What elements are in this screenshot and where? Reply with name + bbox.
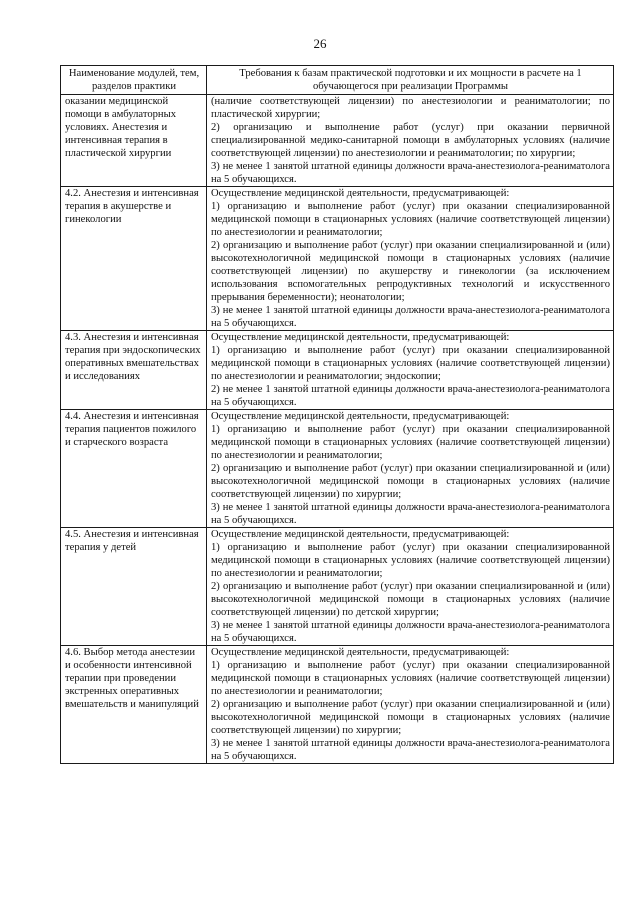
requirement-item: (наличие соответствующей лицензии) по анестезиологии и реаниматологии; по пластической хирургии; xyxy=(211,96,610,120)
requirement-item: 2) организацию и выполнение работ (услуг) при оказании специализированной и (или) высокотехнологичной медицинской помощи в стационарных условиях (наличие соответствующей лицензии) по акушерству и гинекологии (за исключением использования вспомогательных репродуктивных технологий и искусственного прерывания беременности); неонатологии; xyxy=(211,240,610,303)
table-row xyxy=(61,646,614,764)
requirement-item: 2) не менее 1 занятой штатной единицы должности врача-анестезиолога-реаниматолога на 5 обучающихся. xyxy=(211,384,610,408)
requirement-item: 3) не менее 1 занятой штатной единицы должности врача-анестезиолога-реаниматолога на 5 обучающихся. xyxy=(211,738,610,762)
requirements-cell xyxy=(207,331,614,410)
requirements-table xyxy=(60,65,614,764)
table-row xyxy=(61,95,614,187)
requirement-item: 1) организацию и выполнение работ (услуг) при оказании специализированной медицинской помощи в стационарных условиях (наличие соответствующей лицензии) по анестезиологии и реаниматологии; эндоскопии; xyxy=(211,345,610,382)
requirement-item: 3) не менее 1 занятой штатной единицы должности врача-анестезиолога-реаниматолога на 5 обучающихся. xyxy=(211,620,610,644)
table-header-row xyxy=(61,66,614,95)
requirement-item: 2) организацию и выполнение работ (услуг) при оказании специализированной и (или) высокотехнологичной медицинской помощи в стационарных условиях (наличие соответствующей лицензии) по хирургии; xyxy=(211,699,610,736)
requirement-item: 1) организацию и выполнение работ (услуг) при оказании специализированной медицинской помощи в стационарных условиях (наличие соответствующей лицензии) по анестезиологии и реаниматологии; xyxy=(211,660,610,697)
requirement-item: 3) не менее 1 занятой штатной единицы должности врача-анестезиолога-реаниматолога на 5 обучающихся. xyxy=(211,502,610,526)
module-cell: 4.4. Анестезия и интенсивная терапия пациентов пожилого и старческого возраста xyxy=(61,410,207,528)
requirement-item: 1) организацию и выполнение работ (услуг) при оказании специализированной медицинской помощи в стационарных условиях (наличие соответствующей лицензии) по анестезиологии и реаниматологии; xyxy=(211,201,610,238)
table-row xyxy=(61,410,614,528)
requirement-item: 1) организацию и выполнение работ (услуг) при оказании специализированной медицинской помощи в стационарных условиях (наличие соответствующей лицензии) по анестезиологии и реаниматологии; xyxy=(211,424,610,461)
table-row xyxy=(61,187,614,331)
requirement-intro: Осуществление медицинской деятельности, предусматривающей: xyxy=(211,647,510,658)
module-cell: 4.2. Анестезия и интенсивная терапия в акушерстве и гинекологии xyxy=(61,187,207,331)
page-number: 26 xyxy=(313,36,327,51)
requirement-intro: Осуществление медицинской деятельности, предусматривающей: xyxy=(211,529,510,540)
module-cell: 4.5. Анестезия и интенсивная терапия у детей xyxy=(61,528,207,646)
requirement-item: 2) организацию и выполнение работ (услуг) при оказании специализированной и (или) высокотехнологичной медицинской помощи в стационарных условиях (наличие соответствующей лицензии) по хирургии; xyxy=(211,463,610,500)
requirement-item: 1) организацию и выполнение работ (услуг) при оказании специализированной медицинской помощи в стационарных условиях (наличие соответствующей лицензии) по анестезиологии и реаниматологии; xyxy=(211,542,610,579)
requirement-intro: Осуществление медицинской деятельности, предусматривающей: xyxy=(211,188,510,199)
table-row xyxy=(61,528,614,646)
requirements-cell xyxy=(207,410,614,528)
requirement-item: 3) не менее 1 занятой штатной единицы должности врача-анестезиолога-реаниматолога на 5 обучающихся. xyxy=(211,161,610,185)
module-cell: оказании медицинской помощи в амбулаторных условиях. Анестезия и интенсивная терапия в пластической хирургии xyxy=(61,95,207,187)
requirements-cell xyxy=(207,646,614,764)
requirement-intro: Осуществление медицинской деятельности, предусматривающей: xyxy=(211,332,510,343)
module-cell: 4.3. Анестезия и интенсивная терапия при эндоскопических оперативных вмешательствах и исследованиях xyxy=(61,331,207,410)
module-cell: 4.6. Выбор метода анестезии и особенности интенсивной терапии при проведении экстренных оперативных вмешательств и манипуляций xyxy=(61,646,207,764)
requirements-cell xyxy=(207,95,614,187)
requirement-item: 3) не менее 1 занятой штатной единицы должности врача-анестезиолога-реаниматолога на 5 обучающихся. xyxy=(211,305,610,329)
requirement-intro: Осуществление медицинской деятельности, предусматривающей: xyxy=(211,411,510,422)
header-module-column: Наименование модулей, тем, разделов практики xyxy=(61,66,207,95)
header-requirements-column: Требования к базам практической подготовки и их мощности в расчете на 1 обучающегося при реализации Программы xyxy=(207,66,614,95)
requirement-item: 2) организацию и выполнение работ (услуг) при оказании первичной специализированной медико-санитарной помощи в амбулаторных условиях (наличие соответствующей лицензии) по анестезиологии и реаниматологии; по хирургии; xyxy=(211,122,610,159)
requirements-cell xyxy=(207,528,614,646)
requirement-item: 2) организацию и выполнение работ (услуг) при оказании специализированной и (или) высокотехнологичной медицинской помощи в стационарных условиях (наличие соответствующей лицензии) по детской хирургии; xyxy=(211,581,610,618)
requirements-cell xyxy=(207,187,614,331)
table-row xyxy=(61,331,614,410)
